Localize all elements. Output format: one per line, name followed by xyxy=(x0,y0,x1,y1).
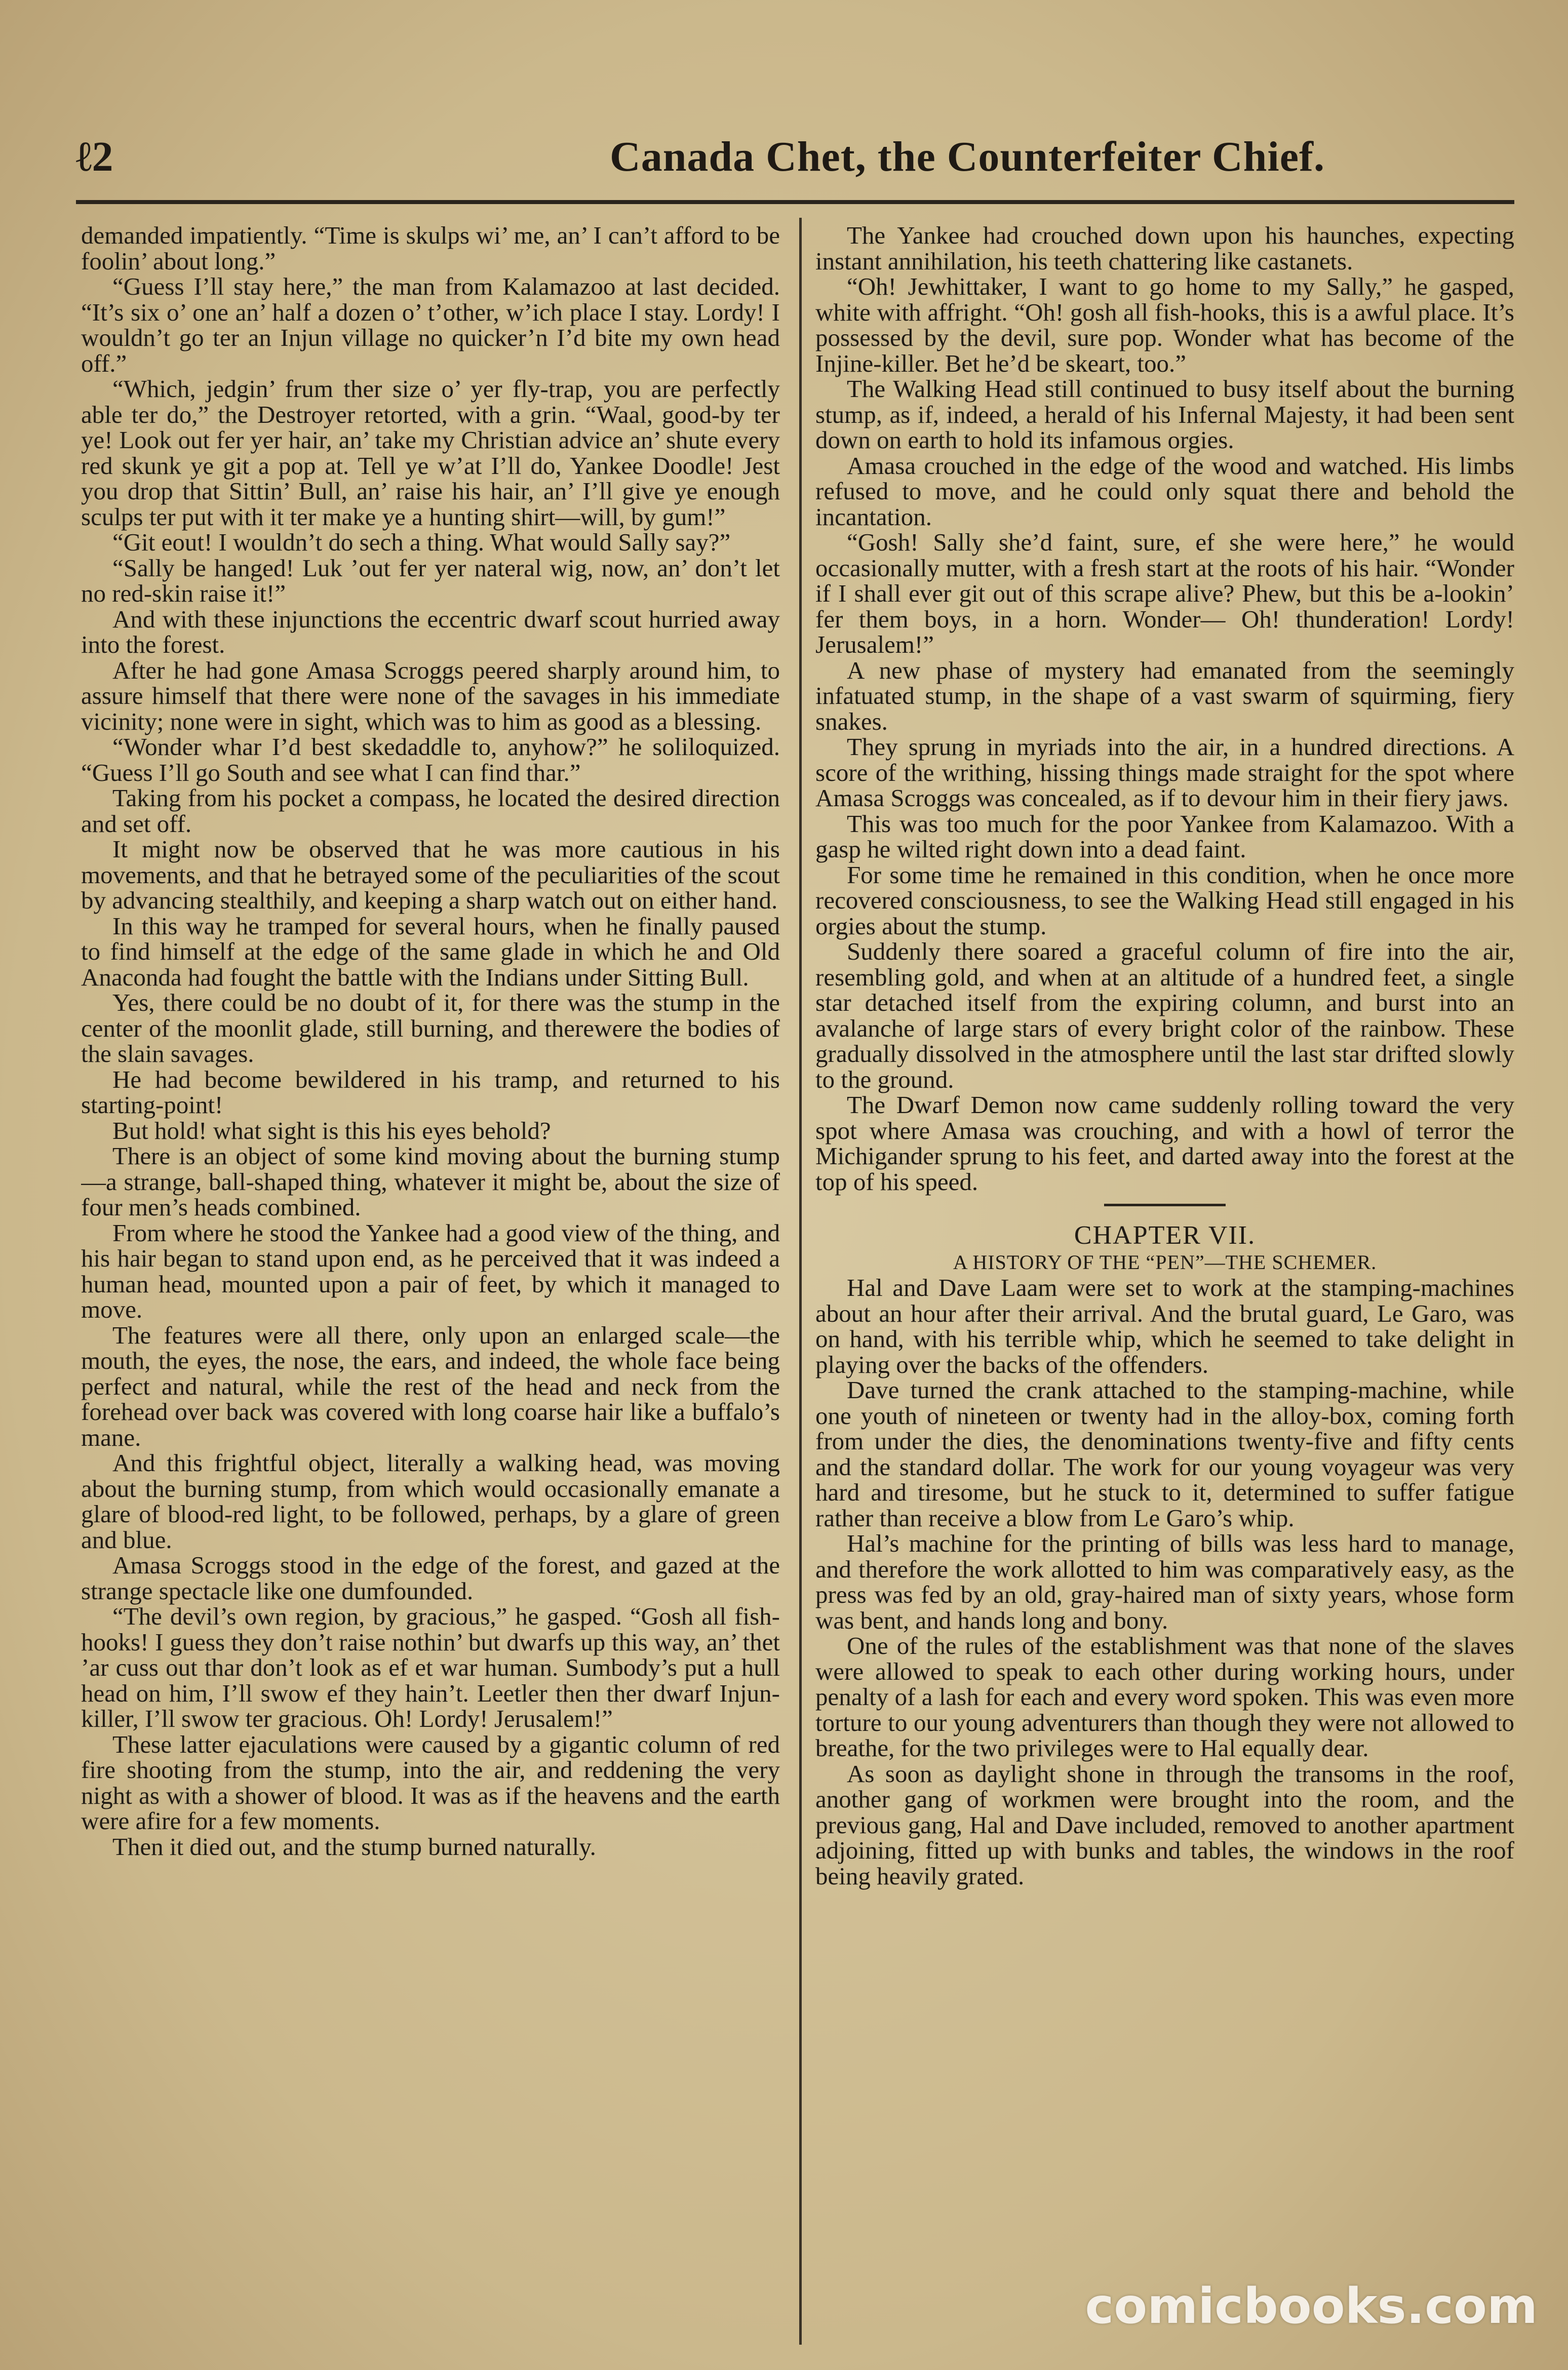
paragraph: “Oh! Jewhittaker, I want to go home to my Sally,” he gasped, white with affright. “Oh! gosh all fish-hooks, this is a awful place. It’s possessed by the devil, sure pop. Wonder what has become of the Injine-killer. Bet he’d be skeart, too.” xyxy=(815,272,1514,377)
paragraph: Amasa Scroggs stood in the edge of the forest, and gazed at the strange spectacle like one dumfounded. xyxy=(81,1551,780,1605)
paragraph: “Which, jedgin’ frum ther size o’ yer fly-trap, you are perfectly able ter do,” the Destroyer retorted, with a grin. “Waal, good-by ter ye! Look out fer yer hair, an’ take my Christian advice an’ shute every red skunk ye git a pop at. Tell ye w’at I’ll do, Yankee Doodle! Jest you drop that Sittin’ Bull, an’ raise his hair, an’ I’ll give ye enough sculps ter put with it ter make ye a hunting shirt—will, by gum!” xyxy=(81,375,780,531)
paragraph: From where he stood the Yankee had a good view of the thing, and his hair began to stand upon end, as he perceived that it was indeed a human head, mounted upon a pair of feet, by which it managed to move. xyxy=(81,1218,780,1323)
paragraph: He had become bewildered in his tramp, and returned to his starting-point! xyxy=(81,1065,780,1119)
paragraph: “Gosh! Sally she’d faint, sure, ef she were here,” he would occasionally mutter, with a fresh start at the roots of his hair. “Wonder if I shall ever git out of this scrape alive? Phew, but this be a-lookin’ fer them boys, in a horn. Wonder— Oh! thunderation! Lordy! Jerusalem!” xyxy=(815,528,1514,658)
paragraph: The Walking Head still continued to busy itself about the burning stump, as if, indeed, a herald of his Infernal Majesty, it had been sent down on earth to hold its infamous orgies. xyxy=(815,375,1514,454)
paragraph: And with these injunctions the eccentric dwarf scout hurried away into the forest. xyxy=(81,605,780,658)
paragraph: The Dwarf Demon now came suddenly rolling toward the very spot where Amasa was crouching, and with a howl of terror the Michigander sprung to his feet, and darted away into the forest at the top of his speed. xyxy=(815,1091,1514,1196)
paragraph: After he had gone Amasa Scroggs peered sharply around him, to assure himself that there were none of the savages in his immediate vicinity; none were in sight, which was to him as good as a blessing. xyxy=(81,656,780,735)
paragraph: One of the rules of the establishment was that none of the slaves were allowed to speak to each other during working hours, under penalty of a lash for each and every word spoken. This was even more torture to our young adventurers than though they were not allowed to breathe, for the two privileges were to Hal equally dear. xyxy=(815,1632,1514,1762)
paragraph: Dave turned the crank attached to the stamping-machine, while one youth of nineteen or twenty had in the alloy-box, coming forth from under the dies, the denominations twenty-five and fifty cents and the standard dollar. The work for our young voyageur was very hard and tiresome, but he stuck to it, determined to suffer fatigue rather than receive a blow from Le Garo’s whip. xyxy=(815,1376,1514,1532)
running-title: Canada Chet, the Counterfeiter Chief. xyxy=(610,133,1325,180)
paragraph: But hold! what sight is this his eyes behold? xyxy=(112,1116,551,1144)
watermark: comicbooks.com xyxy=(1085,2278,1538,2335)
paragraph: Hal’s machine for the printing of bills was less hard to manage, and therefore the work allotted to him was comparatively easy, as the press was fed by an old, gray-haired man of sixty years, whose form was bent, and hands long and bony. xyxy=(815,1529,1514,1634)
paragraph: demanded impatiently. “Time is skulps wi’ me, an’ I can’t afford to be foolin’ about long.” xyxy=(81,223,780,275)
paragraph: In this way he tramped for several hours, when he finally paused to find himself at the edge of the same glade in which he and Old Anaconda had fought the battle with the Indians under Sitting Bull. xyxy=(81,912,780,991)
paragraph: There is an object of some kind moving about the burning stump—a strange, ball-shaped thing, whatever it might be, about the size of four men’s heads combined. xyxy=(81,1142,780,1221)
paragraph: Amasa crouched in the edge of the wood and watched. His limbs refused to move, and he could only squat there and behold the incantation. xyxy=(815,451,1514,531)
paragraph: Hal and Dave Laam were set to work at the stamping-machines about an hour after their arrival. And the brutal guard, Le Garo, was on hand, with his terrible whip, which he seemed to take delight in playing over the backs of the offenders. xyxy=(815,1274,1514,1378)
page-number: ℓ2 xyxy=(76,133,113,180)
paragraph: These latter ejaculations were caused by a gigantic column of red fire shooting from the stump, into the air, and reddening the very night as with a shower of blood. It was as if the heavens and the earth were afire for a few moments. xyxy=(81,1730,780,1835)
left-column xyxy=(81,223,780,2299)
paragraph: The Yankee had crouched down upon his haunches, expecting instant annihilation, his teeth chattering like castanets. xyxy=(815,223,1514,275)
paragraph: “Git eout! I wouldn’t do sech a thing. What would Sally say?” xyxy=(112,528,731,556)
chapter-heading: CHAPTER VII. xyxy=(1074,1221,1256,1250)
paragraph: Yes, there could be no doubt of it, for there was the stump in the center of the moonlit glade, still burning, and therewere the bodies of the slain savages. xyxy=(81,989,780,1068)
page-header xyxy=(76,129,1514,190)
paragraph: They sprung in myriads into the air, in a hundred directions. A score of the writhing, hissing things made straight for the spot where Amasa Scroggs was concealed, as if to devour him in their fiery jaws. xyxy=(815,733,1514,812)
section-rule xyxy=(1104,1204,1226,1206)
paragraph: A new phase of mystery had emanated from the seemingly infatuated stump, in the shape of a vast swarm of squirming, fiery snakes. xyxy=(815,656,1514,735)
paragraph: “The devil’s own region, by gracious,” he gasped. “Gosh all fish-hooks! I guess they don’t raise nothin’ but dwarfs up this way, an’ thet ’ar cuss out thar don’t look as ef et war human. Sumbody’s put a hull head on him, I’ll swow ef they hain’t. Leetler then ther dwarf Injun-killer, I’ll swow ter gracious. Oh! Lordy! Jerusalem!” xyxy=(81,1602,780,1732)
paragraph: Taking from his pocket a compass, he located the desired direction and set off. xyxy=(81,784,780,838)
paragraph: This was too much for the poor Yankee from Kalamazoo. With a gasp he wilted right down into a dead faint. xyxy=(815,809,1514,863)
header-rule xyxy=(76,200,1514,204)
right-column xyxy=(815,223,1514,2299)
paragraph: As soon as daylight shone in through the transoms in the roof, another gang of workmen were brought into the room, and the previous gang, Hal and Dave included, removed to another apartment adjoining, fitted up with bunks and tables, the windows in the roof being heavily grated. xyxy=(815,1759,1514,1890)
paragraph: For some time he remained in this condition, when he once more recovered consciousness, to see the Walking Head still engaged in his orgies about the stump. xyxy=(815,860,1514,940)
paragraph: Suddenly there soared a graceful column of fire into the air, resembling gold, and when at an altitude of a hundred feet, a single star detached itself from the expiring column, and burst into an avalanche of large stars of every bright color of the rainbow. These gradually dissolved in the atmosphere until the last star drifted slowly to the ground. xyxy=(815,937,1514,1093)
paragraph: The features were all there, only upon an enlarged scale—the mouth, the eyes, the nose, the ears, and indeed, the whole face being perfect and natural, while the rest of the head and neck from the forehead over back was covered with long coarse hair like a buffalo’s mane. xyxy=(81,1321,780,1451)
paragraph: “Sally be hanged! Luk ’out fer yer nateral wig, now, an’ don’t let no red-skin raise it!” xyxy=(81,554,780,607)
paragraph: “Guess I’ll stay here,” the man from Kalamazoo at last decided. “It’s six o’ one an’ half a dozen o’ t’other, w’ich place I stay. Lordy! I wouldn’t go ter an Injun village no quicker’n I’d bite my own head off.” xyxy=(81,272,780,377)
paragraph: It might now be observed that he was more cautious in his movements, and that he betrayed some of the peculiarities of the scout by advancing stealthily, and keeping a sharp watch out on either hand. xyxy=(81,835,780,914)
chapter-subheading: A HISTORY OF THE “PEN”—THE SCHEMER. xyxy=(953,1251,1377,1274)
column-divider xyxy=(799,218,802,2345)
paragraph: “Wonder whar I’d best skedaddle to, anyhow?” he soliloquized. “Guess I’ll go South and see what I can find thar.” xyxy=(81,733,780,786)
paragraph: Then it died out, and the stump burned naturally. xyxy=(112,1832,596,1861)
paragraph: And this frightful object, literally a walking head, was moving about the burning stump, from which would occasionally emanate a glare of blood-red light, to be followed, perhaps, by a glare of green and blue. xyxy=(81,1449,780,1554)
